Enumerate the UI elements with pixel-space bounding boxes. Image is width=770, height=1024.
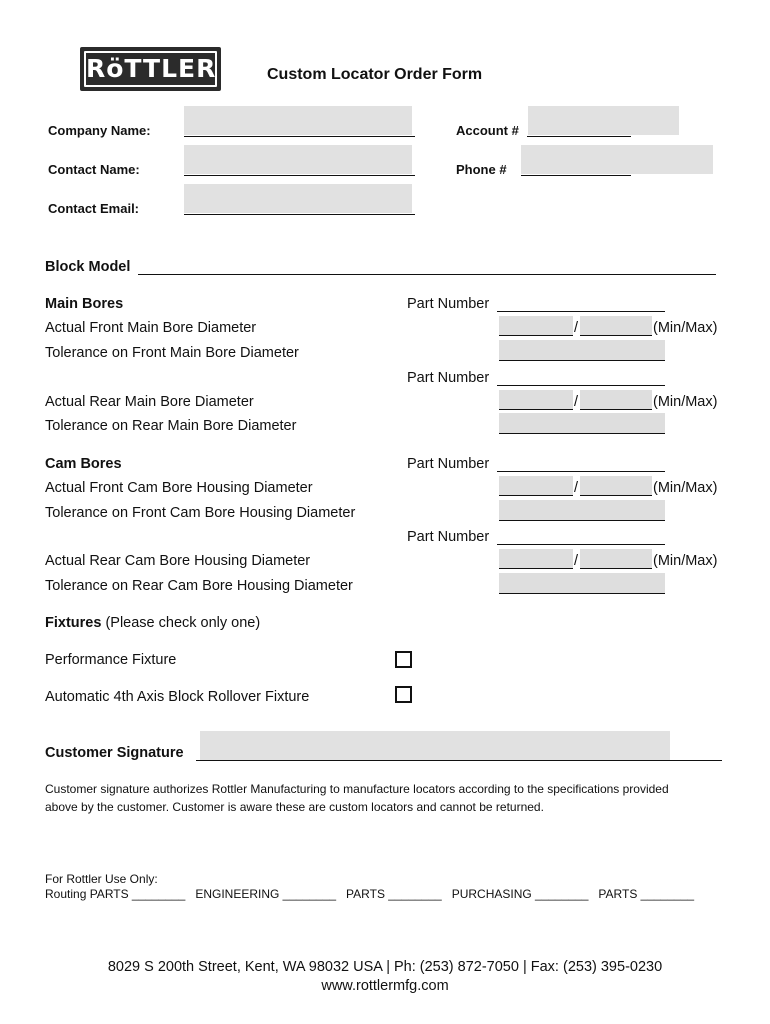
rollover-fixture-checkbox[interactable]: [395, 686, 412, 703]
slash-1: /: [574, 320, 579, 336]
cam-rear-part-number-label: Part Number: [407, 529, 490, 545]
phone-label: Phone #: [456, 162, 507, 177]
actual-front-cam-max[interactable]: [580, 476, 652, 496]
actual-front-cam-min[interactable]: [499, 476, 573, 496]
tol-front-cam-field[interactable]: [499, 500, 665, 521]
company-name-underline: [184, 136, 415, 137]
actual-front-cam-label: Actual Front Cam Bore Housing Diameter: [45, 480, 313, 496]
cam-front-part-number-label: Part Number: [407, 456, 490, 472]
company-name-label: Company Name:: [48, 123, 151, 138]
contact-name-underline: [184, 175, 415, 176]
minmax-4: (Min/Max): [653, 553, 718, 569]
main-rear-part-number-label: Part Number: [407, 370, 490, 386]
disclaimer-line-1: Customer signature authorizes Rottler Manufacturing to manufacture locators according to the specifications provided: [45, 782, 669, 796]
performance-fixture-checkbox[interactable]: [395, 651, 412, 668]
phone-field[interactable]: [521, 145, 713, 174]
rottler-use-heading: For Rottler Use Only:: [45, 872, 158, 886]
cam-front-part-number-line[interactable]: [497, 471, 665, 472]
footer-address: 8029 S 200th Street, Kent, WA 98032 USA | Ph: (253) 872-7050 | Fax: (253) 395-0230: [107, 959, 663, 975]
actual-rear-cam-label: Actual Rear Cam Bore Housing Diameter: [45, 553, 311, 569]
contact-name-label: Contact Name:: [48, 162, 140, 177]
cam-rear-part-number-line[interactable]: [497, 544, 665, 545]
contact-email-field[interactable]: [184, 184, 412, 213]
performance-fixture-label: Performance Fixture: [45, 652, 177, 668]
fixtures-heading: Fixtures: [45, 615, 102, 631]
account-number-field[interactable]: [528, 106, 679, 135]
actual-front-main-label: Actual Front Main Bore Diameter: [45, 320, 257, 336]
actual-rear-cam-max[interactable]: [580, 549, 652, 569]
account-underline: [527, 136, 631, 137]
tol-front-main-field[interactable]: [499, 340, 665, 361]
phone-underline: [521, 175, 631, 176]
fixtures-heading-row: [45, 615, 260, 631]
cam-bores-heading: Cam Bores: [45, 456, 122, 472]
actual-front-main-max[interactable]: [580, 316, 652, 336]
minmax-1: (Min/Max): [653, 320, 718, 336]
contact-email-underline: [184, 214, 415, 215]
footer-website[interactable]: www.rottlermfg.com: [321, 978, 449, 994]
tol-rear-cam-field[interactable]: [499, 573, 665, 594]
minmax-3: (Min/Max): [653, 480, 718, 496]
customer-signature-field[interactable]: [200, 731, 670, 760]
actual-rear-main-label: Actual Rear Main Bore Diameter: [45, 394, 254, 410]
slash-2: /: [574, 394, 579, 410]
logo-text: RöTTLER: [84, 51, 217, 87]
tol-rear-main-field[interactable]: [499, 413, 665, 434]
account-label: Account #: [456, 123, 519, 138]
company-name-field[interactable]: [184, 106, 412, 135]
slash-4: /: [574, 553, 579, 569]
actual-rear-main-min[interactable]: [499, 390, 573, 410]
block-model-label: Block Model: [45, 259, 131, 275]
main-rear-part-number-line[interactable]: [497, 385, 665, 386]
customer-signature-underline: [196, 760, 722, 761]
actual-rear-cam-min[interactable]: [499, 549, 573, 569]
minmax-2: (Min/Max): [653, 394, 718, 410]
routing-line: Routing PARTS ________ ENGINEERING ________ PARTS ________ PURCHASING ________ PARTS ________: [45, 887, 695, 901]
actual-front-main-min[interactable]: [499, 316, 573, 336]
main-bores-heading: Main Bores: [45, 296, 124, 312]
rottler-logo: [80, 47, 221, 91]
form-title: Custom Locator Order Form: [267, 66, 483, 83]
disclaimer-line-2: above by the customer. Customer is aware these are custom locators and cannot be returned.: [45, 800, 544, 814]
contact-name-field[interactable]: [184, 145, 412, 174]
signature-disclaimer: [45, 780, 735, 816]
tol-front-cam-label: Tolerance on Front Cam Bore Housing Diameter: [45, 505, 356, 521]
contact-email-label: Contact Email:: [48, 201, 140, 216]
fixtures-note: (Please check only one): [105, 615, 261, 631]
actual-rear-main-max[interactable]: [580, 390, 652, 410]
main-front-part-number-line[interactable]: [497, 311, 665, 312]
rollover-fixture-label: Automatic 4th Axis Block Rollover Fixture: [45, 689, 310, 705]
block-model-line[interactable]: [138, 274, 716, 275]
tol-rear-cam-label: Tolerance on Rear Cam Bore Housing Diameter: [45, 578, 353, 594]
customer-signature-label: Customer Signature: [45, 745, 184, 761]
tol-rear-main-label: Tolerance on Rear Main Bore Diameter: [45, 418, 297, 434]
main-front-part-number-label: Part Number: [407, 296, 490, 312]
tol-front-main-label: Tolerance on Front Main Bore Diameter: [45, 345, 299, 361]
slash-3: /: [574, 480, 579, 496]
